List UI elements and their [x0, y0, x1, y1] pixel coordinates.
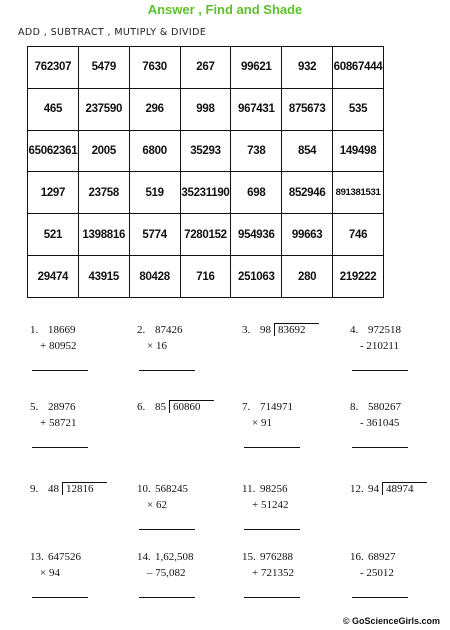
grid-cell[interactable]: 698: [231, 172, 282, 214]
grid-cell[interactable]: 60867444: [333, 47, 384, 89]
grid-cell[interactable]: 35231190: [180, 172, 231, 214]
problem-bottom-operand: × 94: [40, 567, 60, 579]
problem-top-operand: 18669: [48, 324, 76, 336]
grid-cell[interactable]: 251063: [231, 256, 282, 298]
grid-cell[interactable]: 267: [180, 47, 231, 89]
problem-12: [350, 483, 450, 543]
problem-number: 5.: [30, 401, 39, 413]
problem-number: 11.: [242, 483, 256, 495]
answer-line[interactable]: [32, 370, 88, 371]
answer-line[interactable]: [352, 447, 408, 448]
grid-row: [28, 88, 384, 130]
grid-cell[interactable]: 23758: [78, 172, 129, 214]
problem-divisor: 48: [48, 483, 59, 495]
problem-top-operand: 580267: [368, 401, 401, 413]
answer-line[interactable]: [139, 597, 195, 598]
answer-line[interactable]: [244, 447, 300, 448]
problem-dividend: 60860: [173, 401, 201, 413]
grid-row: [28, 172, 384, 214]
grid-cell[interactable]: 932: [282, 47, 333, 89]
grid-cell[interactable]: 762307: [28, 47, 79, 89]
grid-cell[interactable]: 2005: [78, 130, 129, 172]
grid-cell[interactable]: 521: [28, 214, 79, 256]
problem-15: [242, 551, 342, 611]
answer-line[interactable]: [139, 529, 195, 530]
grid-cell[interactable]: 716: [180, 256, 231, 298]
grid-cell[interactable]: 6800: [129, 130, 180, 172]
problem-dividend: 12816: [66, 483, 94, 495]
problem-9: [30, 483, 130, 543]
grid-cell[interactable]: 954936: [231, 214, 282, 256]
grid-cell[interactable]: 80428: [129, 256, 180, 298]
problem-divisor: 85: [155, 401, 166, 413]
problem-number: 10.: [137, 483, 151, 495]
problem-top-operand: 972518: [368, 324, 401, 336]
shade-grid: [27, 46, 384, 298]
grid-cell[interactable]: 1297: [28, 172, 79, 214]
problem-bottom-operand: + 721352: [252, 567, 294, 579]
problem-11: [242, 483, 342, 543]
grid-cell[interactable]: 998: [180, 88, 231, 130]
problem-number: 16.: [350, 551, 364, 563]
problem-top-operand: 976288: [260, 551, 293, 563]
grid-cell[interactable]: 7630: [129, 47, 180, 89]
grid-cell[interactable]: 519: [129, 172, 180, 214]
grid-cell[interactable]: 296: [129, 88, 180, 130]
problem-top-operand: 647526: [48, 551, 81, 563]
problem-8: [350, 401, 450, 461]
problem-6: [137, 401, 237, 461]
grid-cell[interactable]: 5479: [78, 47, 129, 89]
grid-cell[interactable]: 29474: [28, 256, 79, 298]
problem-5: [30, 401, 130, 461]
answer-line[interactable]: [244, 529, 300, 530]
grid-cell[interactable]: 854: [282, 130, 333, 172]
problem-bottom-operand: + 80952: [40, 340, 77, 352]
grid-cell[interactable]: 99663: [282, 214, 333, 256]
grid-row: [28, 256, 384, 298]
grid-cell[interactable]: 43915: [78, 256, 129, 298]
problem-number: 9.: [30, 483, 39, 495]
problem-7: [242, 401, 342, 461]
grid-cell[interactable]: 875673: [282, 88, 333, 130]
problem-bottom-operand: - 25012: [360, 567, 394, 579]
grid-cell[interactable]: 535: [333, 88, 384, 130]
grid-cell[interactable]: 746: [333, 214, 384, 256]
answer-line[interactable]: [352, 597, 408, 598]
problem-3: [242, 324, 342, 384]
problem-bottom-operand: - 210211: [360, 340, 400, 352]
grid-cell[interactable]: 967431: [231, 88, 282, 130]
grid-cell[interactable]: 219222: [333, 256, 384, 298]
problem-top-operand: 68927: [368, 551, 396, 563]
grid-cell[interactable]: 7280152: [180, 214, 231, 256]
problem-number: 7.: [242, 401, 251, 413]
problem-14: [137, 551, 237, 611]
site-credit: © GoScienceGirls.com: [342, 616, 440, 626]
problem-top-operand: 714971: [260, 401, 293, 413]
grid-cell[interactable]: 852946: [282, 172, 333, 214]
problem-number: 8.: [350, 401, 359, 413]
answer-line[interactable]: [32, 447, 88, 448]
answer-line[interactable]: [244, 597, 300, 598]
grid-cell[interactable]: 99621: [231, 47, 282, 89]
problem-top-operand: 87426: [155, 324, 183, 336]
problem-bottom-operand: + 51242: [252, 499, 289, 511]
page-subtitle: ADD , SUBTRACT , MUTIPLY & DIVIDE: [18, 27, 207, 38]
problem-2: [137, 324, 237, 384]
problem-13: [30, 551, 130, 611]
problem-number: 14.: [137, 551, 151, 563]
problem-top-operand: 1,62,508: [155, 551, 194, 563]
grid-cell[interactable]: 35293: [180, 130, 231, 172]
problem-number: 15.: [242, 551, 256, 563]
grid-row: [28, 130, 384, 172]
problem-dividend: 48974: [386, 483, 414, 495]
problem-bottom-operand: × 16: [147, 340, 167, 352]
problem-top-operand: 568245: [155, 483, 188, 495]
problem-4: [350, 324, 450, 384]
problem-divisor: 98: [260, 324, 271, 336]
grid-cell[interactable]: 149498: [333, 130, 384, 172]
answer-line[interactable]: [352, 370, 408, 371]
problem-bottom-operand: + 58721: [40, 417, 77, 429]
problem-1: [30, 324, 130, 384]
grid-cell[interactable]: 65062361: [28, 130, 79, 172]
problem-10: [137, 483, 237, 543]
answer-line[interactable]: [139, 370, 195, 371]
problem-top-operand: 28976: [48, 401, 76, 413]
problem-number: 13.: [30, 551, 44, 563]
problem-number: 4.: [350, 324, 359, 336]
grid-cell[interactable]: 1398816: [78, 214, 129, 256]
problem-divisor: 94: [368, 483, 379, 495]
grid-cell[interactable]: 237590: [78, 88, 129, 130]
problem-bottom-operand: – 75,082: [147, 567, 186, 579]
problem-dividend: 83692: [278, 324, 306, 336]
answer-line[interactable]: [32, 597, 88, 598]
problem-16: [350, 551, 450, 611]
grid-cell[interactable]: 465: [28, 88, 79, 130]
grid-cell[interactable]: 891381531: [333, 172, 384, 214]
problem-number: 12.: [350, 483, 364, 495]
grid-cell[interactable]: 5774: [129, 214, 180, 256]
problem-number: 6.: [137, 401, 146, 413]
grid-row: [28, 47, 384, 89]
problem-number: 3.: [242, 324, 251, 336]
problem-bottom-operand: - 361045: [360, 417, 400, 429]
grid-cell[interactable]: 280: [282, 256, 333, 298]
problem-bottom-operand: × 62: [147, 499, 167, 511]
problem-number: 2.: [137, 324, 146, 336]
problem-top-operand: 98256: [260, 483, 288, 495]
problem-number: 1.: [30, 324, 39, 336]
grid-cell[interactable]: 738: [231, 130, 282, 172]
grid-row: [28, 214, 384, 256]
page-title: Answer , Find and Shade: [147, 2, 303, 17]
problem-bottom-operand: × 91: [252, 417, 272, 429]
